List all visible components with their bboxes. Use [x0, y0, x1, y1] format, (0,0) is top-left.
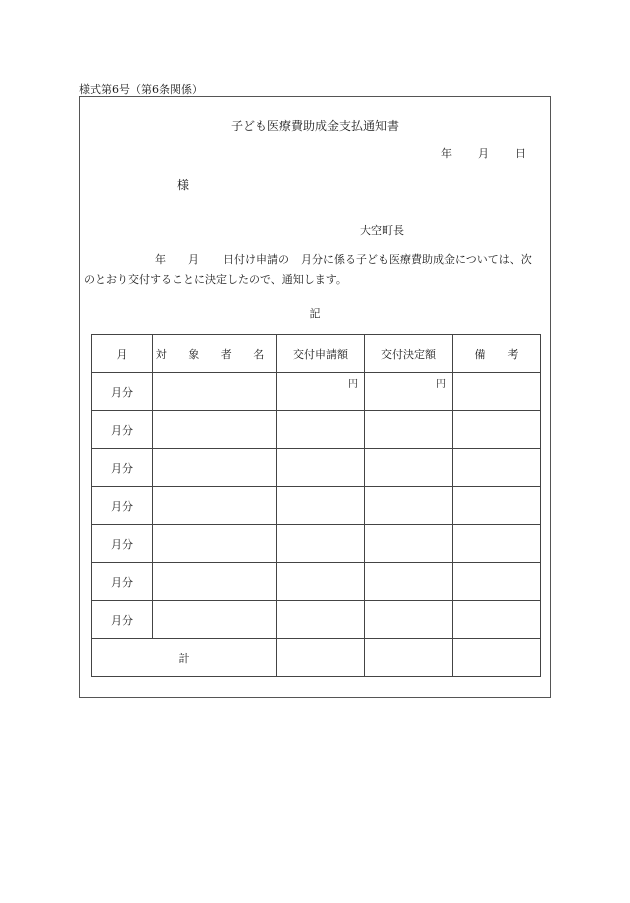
issuer-name: 大空町長: [360, 224, 404, 237]
remarks-cell[interactable]: [453, 449, 541, 487]
requested-cell[interactable]: [277, 601, 365, 639]
decided-cell[interactable]: [365, 373, 453, 411]
table-row: [92, 449, 541, 487]
date-line: [441, 145, 526, 161]
remarks-cell[interactable]: [453, 563, 541, 601]
requested-cell[interactable]: [277, 373, 365, 411]
recipient-suffix: 様: [177, 178, 190, 192]
header-month: 月: [92, 335, 153, 373]
total-label: 計: [92, 639, 277, 677]
row-month-label: 月分: [92, 449, 153, 487]
total-requested-cell[interactable]: [277, 639, 365, 677]
decided-cell[interactable]: [365, 563, 453, 601]
decided-cell[interactable]: [365, 411, 453, 449]
table-row: [92, 487, 541, 525]
date-year: 年: [441, 147, 452, 160]
name-cell[interactable]: [153, 373, 277, 411]
decided-cell[interactable]: [365, 487, 453, 525]
name-cell[interactable]: [153, 563, 277, 601]
decided-cell[interactable]: [365, 601, 453, 639]
body-text-line-2: のとおり交付することに決定したので、通知します。: [84, 273, 347, 286]
total-remarks-cell[interactable]: [453, 639, 541, 677]
row-month-label: 月分: [92, 487, 153, 525]
requested-cell[interactable]: [277, 487, 365, 525]
decided-cell[interactable]: [365, 449, 453, 487]
requested-cell[interactable]: [277, 449, 365, 487]
form-number-label: 様式第6号（第6条関係）: [79, 83, 203, 96]
name-cell[interactable]: [153, 449, 277, 487]
remarks-cell[interactable]: [453, 411, 541, 449]
body-rest: 月分に係る子ども医療費助成金については、次: [301, 253, 532, 266]
header-decided: 交付決定額: [365, 335, 453, 373]
requested-cell[interactable]: [277, 525, 365, 563]
decided-cell[interactable]: [365, 525, 453, 563]
row-month-label: 月分: [92, 411, 153, 449]
table-row: [92, 563, 541, 601]
yen-unit: 円: [436, 379, 446, 390]
row-month-label: 月分: [92, 563, 153, 601]
name-cell[interactable]: [153, 525, 277, 563]
row-month-label: 月分: [92, 601, 153, 639]
yen-unit: 円: [348, 379, 358, 390]
row-month-label: 月分: [92, 373, 153, 411]
table-header-row: [92, 335, 541, 373]
date-day: 日: [515, 147, 526, 160]
table-row: [92, 411, 541, 449]
body-year: 年: [155, 253, 166, 266]
name-cell[interactable]: [153, 411, 277, 449]
row-month-label: 月分: [92, 525, 153, 563]
header-name: 対 象 者 名: [153, 335, 277, 373]
ki-mark: 記: [309, 307, 321, 320]
date-month: 月: [478, 147, 489, 160]
remarks-cell[interactable]: [453, 373, 541, 411]
payment-table: [91, 334, 541, 677]
remarks-cell[interactable]: [453, 601, 541, 639]
remarks-cell[interactable]: [453, 487, 541, 525]
table-row: [92, 525, 541, 563]
body-month: 月: [188, 253, 199, 266]
total-row: [92, 639, 541, 677]
document-title: 子ども医療費助成金支払通知書: [230, 119, 399, 133]
name-cell[interactable]: [153, 487, 277, 525]
header-requested: 交付申請額: [277, 335, 365, 373]
body-applied: 日付け申請の: [223, 253, 289, 266]
name-cell[interactable]: [153, 601, 277, 639]
table-row: [92, 601, 541, 639]
requested-cell[interactable]: [277, 411, 365, 449]
table-row: [92, 373, 541, 411]
body-text-line-1: [155, 251, 532, 267]
total-decided-cell[interactable]: [365, 639, 453, 677]
requested-cell[interactable]: [277, 563, 365, 601]
header-remarks: 備 考: [453, 335, 541, 373]
remarks-cell[interactable]: [453, 525, 541, 563]
